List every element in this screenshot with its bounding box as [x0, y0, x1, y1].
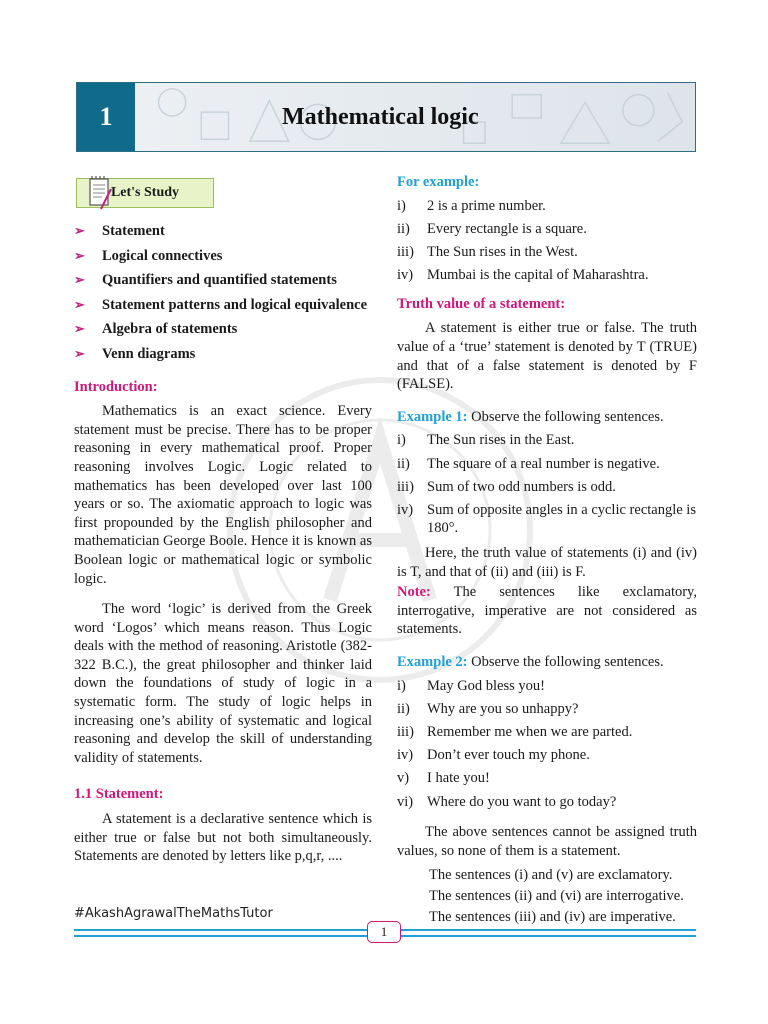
list-item: iii) Sum of two odd numbers is odd.: [397, 478, 616, 495]
introduction-paragraph-1: Mathematics is an exact science. Every statement must be precise. There has to be proper reasoning in every mathematical proof. Proper reasoning involves Logic. Logic related to mathematics has been developed over last 100 years or so. The axiomatic approach to logic was first propounded by the English philosopher and mathematician George Boole. Hence it is known as Boolean logic or mathematical logic or symbolic logic.: [74, 403, 372, 587]
arrow-icon: ➢: [74, 345, 85, 361]
list-item: ii) Why are you so unhappy?: [397, 700, 579, 717]
list-item: iv) Mumbai is the capital of Maharashtra.: [397, 267, 649, 284]
list-item: iv) Don’t ever touch my phone.: [397, 747, 590, 764]
example-2-label: Example 2:: [397, 654, 468, 671]
list-item: iii) The Sun rises in the West.: [397, 243, 578, 260]
example-2-conclusion: The above sentences cannot be assigned truth values, so none of them is a statement.: [397, 824, 697, 859]
arrow-icon: ➢: [74, 296, 85, 312]
list-item: i) 2 is a prime number.: [397, 197, 546, 214]
list-item: vi) Where do you want to go today?: [397, 793, 617, 810]
list-item: iii) Remember me when we are parted.: [397, 724, 633, 740]
page-number: 1: [367, 921, 401, 943]
list-item: iv) Sum of opposite angles in a cyclic rectangle is 180°.: [397, 501, 696, 537]
chapter-title: Mathematical logic: [282, 103, 479, 130]
left-column: [74, 178, 372, 866]
list-item: ii) The square of a real number is negative.: [397, 455, 660, 472]
list-item: The sentences (iii) and (iv) are imperative.: [429, 908, 676, 925]
list-item: i) The Sun rises in the East.: [397, 432, 575, 449]
list-item: ➢ Statement patterns and logical equivalence: [74, 296, 368, 313]
footer-hashtag: #AkashAgrawalTheMathsTutor: [74, 906, 273, 921]
list-item: ➢ Statement: [74, 223, 165, 239]
example-1-conclusion: Here, the truth value of statements (i) and (iv) is T, and that of (ii) and (iii) is F.: [397, 545, 697, 580]
list-item: i) May God bless you!: [397, 677, 546, 694]
truth-value-paragraph: A statement is either true or false. The truth value of a ‘true’ statement is denoted by T (TRUE) and that of a false statement is denoted by F (FALSE).: [397, 320, 697, 393]
list-item: ➢ Logical connectives: [74, 247, 223, 264]
arrow-icon: ➢: [74, 321, 85, 337]
arrow-icon: ➢: [74, 247, 85, 263]
list-item: v) I hate you!: [397, 770, 490, 787]
truth-value-heading: Truth value of a statement:: [397, 295, 566, 312]
lets-study-list: [74, 222, 372, 364]
for-example-heading: For example:: [397, 174, 480, 190]
example-1-intro: Example 1: Observe the following sentences.: [397, 408, 664, 425]
list-item: ➢ Algebra of statements: [74, 321, 238, 338]
right-column: [397, 173, 697, 926]
notepad-icon: [87, 175, 113, 211]
introduction-heading: Introduction:: [74, 378, 158, 395]
lets-study-box: [76, 178, 214, 208]
section-1-1-heading: 1.1 Statement:: [74, 786, 164, 803]
statement-definition: A statement is a declarative sentence which is either true or false but not both simultaneously. Statements are denoted by letters like p,q,r, ....: [74, 811, 372, 865]
note-label: Note:: [397, 584, 431, 601]
list-item: The sentences (ii) and (vi) are interrogative.: [429, 887, 684, 904]
footer-divider-right: [401, 929, 696, 937]
list-item: ➢ Quantifiers and quantified statements: [74, 272, 337, 289]
chapter-number: 1: [77, 83, 135, 151]
example-1-label: Example 1:: [397, 408, 468, 425]
list-item: ii) Every rectangle is a square.: [397, 220, 587, 237]
footer-divider-left: [74, 929, 367, 937]
note-paragraph: Note: The sentences like exclamatory, interrogative, imperative are not considered as statements.: [397, 584, 697, 638]
arrow-icon: ➢: [74, 223, 85, 238]
arrow-icon: ➢: [74, 272, 85, 288]
list-item: ➢ Venn diagrams: [74, 345, 196, 362]
lets-study-label: Let's Study: [110, 184, 180, 200]
chapter-banner: [76, 82, 696, 152]
sentence-types: [397, 866, 697, 926]
introduction-paragraph-2: The word ‘logic’ is derived from the Greek word ‘Logos’ which means reason. Thus Logic deals with the method of reasoning. Aristotle (382-322 B.C.), the great philosopher and thinker laid down the foundations of study of logic in a systematic form. The study of logic helps in increasing one’s ability of systematic and logical reasoning and develop the skill of understanding validity of statements.: [74, 601, 372, 766]
example-2-intro: Example 2: Observe the following sentences.: [397, 654, 664, 671]
list-item: The sentences (i) and (v) are exclamatory.: [429, 867, 673, 884]
